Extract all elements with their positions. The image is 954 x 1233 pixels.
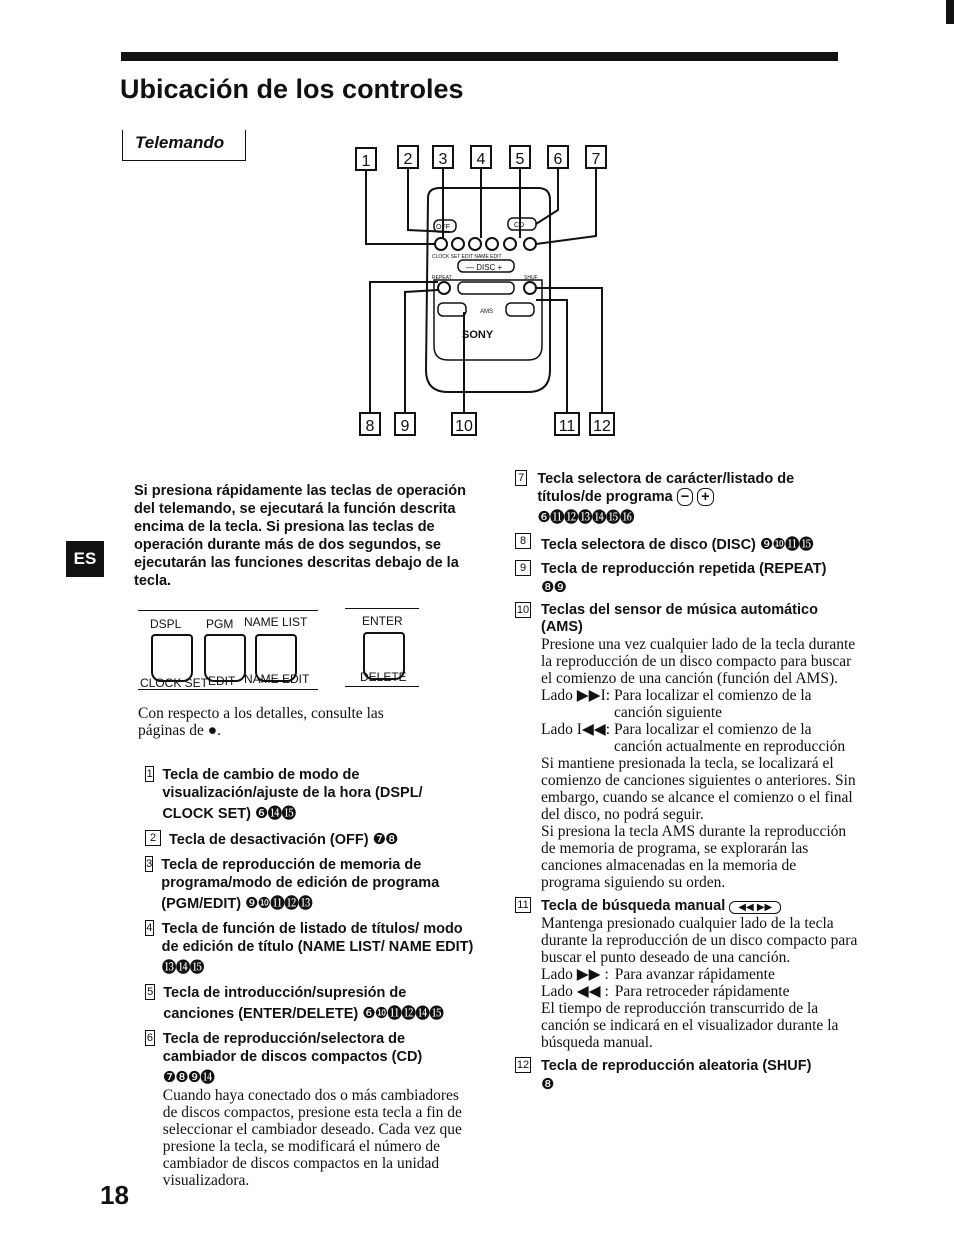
ams-sides <box>541 687 859 755</box>
ams-prev-text: Para localizar el comienzo de la canción actualmente en reproducción <box>614 721 846 755</box>
item-title: Tecla de reproducción aleatoria (SHUF) <box>541 1058 812 1074</box>
items-left <box>145 766 475 1189</box>
remote-disc-label: — DISC + <box>466 263 503 272</box>
section-label-box <box>122 130 246 161</box>
ams-prev-label: Lado I◀◀: <box>541 721 611 738</box>
key-diagram-rule-top <box>138 610 318 611</box>
item-number: 4 <box>146 922 153 934</box>
details-note: Con respecto a los detalles, consulte las páginas de ●. <box>138 705 384 739</box>
callout-6: 6 <box>553 151 563 168</box>
enter-rule-bottom <box>345 686 419 687</box>
callout-3: 3 <box>438 151 448 168</box>
key-label-enter: ENTER <box>362 614 403 628</box>
item-refs: ❽ <box>541 1075 554 1093</box>
items-right <box>515 470 860 1093</box>
remote-shuf-label: SHUF <box>524 275 538 281</box>
item-title: Tecla selectora de disco (DISC) <box>541 537 756 553</box>
item-refs: ❼❽❾⓮ <box>162 1068 215 1086</box>
callout-2: 2 <box>403 151 413 168</box>
item-title: Tecla de búsqueda manual <box>541 898 726 914</box>
item-7 <box>515 470 860 527</box>
item-body: Presione una vez cualquier lado de la tecla durante la reproducción de un disco compacto para buscar el comienzo de una canción (función del AMS). <box>541 636 856 687</box>
item-title: Tecla de reproducción repetida (REPEAT) <box>541 561 827 577</box>
item-refs: ⓭⓮⓯ <box>161 958 204 976</box>
item-refs: ❾❿⓫⓯ <box>759 535 813 553</box>
callout-10: 10 <box>455 418 473 435</box>
key-label-name-list: NAME LIST <box>244 615 308 629</box>
item-title: Tecla de función de listado de títulos/ modo de edición de título (NAME LIST/ NAME EDIT) <box>161 921 474 955</box>
dspl-key <box>151 634 193 682</box>
item-4 <box>145 920 475 977</box>
ams-hold-text: Si mantiene presionada la tecla, se localizará el comienzo de canciones siguientes o anteriores. Sin embargo, cuando se alcance el comienzo o el final del disco, no podrá seguir. <box>541 755 856 823</box>
item-11 <box>515 897 860 1051</box>
item-number: 2 <box>145 830 161 846</box>
page-edge-mark <box>946 0 954 24</box>
item-10 <box>515 602 860 891</box>
manual-ff-text: Para avanzar rápidamente <box>614 966 775 983</box>
item-refs: ❾❿⓫⓬⓭ <box>245 894 312 912</box>
item-number: 6 <box>146 1032 153 1044</box>
item-refs: ❻⓫⓬⓭⓮⓯⓰ <box>537 508 634 526</box>
key-label-dspl: DSPL <box>150 617 182 631</box>
manual-time-text: El tiempo de reproducción transcurrido de la canción se indicará en el visualizador durante la búsqueda manual. <box>541 1000 839 1051</box>
callout-12: 12 <box>593 418 611 435</box>
item-title: Tecla de reproducción/selectora de cambiador de discos compactos (CD) <box>162 1031 423 1065</box>
item-3 <box>145 856 475 913</box>
remote-cd-label: CD <box>514 222 525 229</box>
item-9 <box>515 560 860 596</box>
ams-next-label: Lado ▶▶I: <box>541 687 611 704</box>
item-number: 8 <box>515 533 531 549</box>
remote-brand-logo: SONY <box>462 329 494 341</box>
intro-text: Si presiona rápidamente las teclas de operación del telemando, se ejecutará la función descrita encima de la tecla. Si presiona las teclas de operación durante más de dos segundos, se ejecutarán las funciones descritas debajo de la tecla. <box>134 483 467 589</box>
remote-diagram <box>340 140 630 440</box>
item-title: Teclas del sensor de música automático (AMS) <box>541 602 818 635</box>
ams-next-text: Para localizar el comienzo de la canción siguiente <box>614 687 812 721</box>
item-body: Cuando haya conectado dos o más cambiadores de discos compactos, presione esta tecla a fin de seleccionar el cambiador deseado. Cada vez que presione la tecla, se modificará el número de cambiador de discos compactos en la unidad visualizadora. <box>162 1087 462 1189</box>
item-number: 10 <box>516 604 530 616</box>
remote-ams-label: AMS <box>480 309 494 315</box>
item-refs: ❻⓮⓯ <box>254 804 296 822</box>
item-number: 9 <box>515 560 531 576</box>
manual-rew-label: Lado ◀◀ : <box>541 983 609 1000</box>
item-1 <box>145 766 475 823</box>
item-title: Tecla de reproducción de memoria de programa/modo de edición de programa (PGM/EDIT) <box>161 857 440 912</box>
item-12 <box>515 1057 860 1093</box>
key-label-clock-set: CLOCK SET <box>140 676 209 690</box>
item-5 <box>145 984 475 1023</box>
language-tab: ES <box>66 541 104 577</box>
item-refs: ❻❿⓫⓬⓮⓯ <box>362 1004 444 1022</box>
key-label-edit: EDIT <box>208 674 236 688</box>
remote-small-labels: CLOCK SET EDIT NAME EDIT <box>432 254 502 260</box>
item-number: 7 <box>515 470 527 486</box>
page-title: Ubicación de los controles <box>120 74 464 104</box>
item-title: Tecla de cambio de modo de visualización/ajuste de la hora (DSPL/ CLOCK SET) <box>162 767 423 822</box>
search-key-icon: ◀◀ ▶▶ <box>729 901 781 914</box>
item-number: 1 <box>146 768 153 780</box>
callout-5: 5 <box>515 151 525 168</box>
item-title: Tecla de desactivación (OFF) <box>169 832 369 848</box>
minus-icon: − <box>677 488 693 506</box>
section-label: Telemando <box>135 133 225 152</box>
ams-pgm-text: Si presiona la tecla AMS durante la reproducción de memoria de programa, se explorarán las canciones almacenadas en la memoria de programa siguiendo su orden. <box>541 823 847 891</box>
callout-4: 4 <box>476 151 486 168</box>
remote-off-label: OFF <box>436 224 450 231</box>
plus-icon: + <box>697 488 713 506</box>
item-number: 12 <box>516 1059 530 1071</box>
item-body: Mantenga presionado cualquier lado de la tecla durante la reproducción de un disco compacto para buscar el punto deseado de una canción. <box>541 915 858 966</box>
item-title: Tecla selectora de carácter/listado de títulos/de programa <box>537 471 795 505</box>
item-number: 5 <box>145 984 155 1000</box>
item-6 <box>145 1030 475 1189</box>
manual-rew-text: Para retroceder rápidamente <box>614 983 790 1000</box>
item-number: 3 <box>146 858 153 870</box>
manual-ff-label: Lado ▶▶ : <box>541 966 609 983</box>
item-2 <box>145 830 475 849</box>
callout-8: 8 <box>365 418 375 435</box>
header-rule <box>121 52 838 61</box>
callout-11: 11 <box>558 418 576 435</box>
key-label-pgm: PGM <box>206 617 234 631</box>
callout-1: 1 <box>361 153 371 170</box>
page-number: 18 <box>100 1180 129 1210</box>
callout-7: 7 <box>591 151 601 168</box>
item-refs: ❽❾ <box>541 578 566 596</box>
manual-sides <box>541 966 789 1000</box>
item-number: 11 <box>515 897 531 913</box>
key-diagram-rule-bottom <box>138 689 318 690</box>
callout-9: 9 <box>400 418 410 435</box>
item-title: Tecla de introducción/supresión de canciones (ENTER/DELETE) <box>163 985 407 1022</box>
item-refs: ❼❽ <box>372 830 398 848</box>
key-label-delete: DELETE <box>360 670 407 684</box>
key-label-name-edit: NAME EDIT <box>244 672 310 686</box>
remote-repeat-label: REPEAT <box>432 275 452 281</box>
item-8 <box>515 533 860 554</box>
enter-rule-top <box>345 608 419 609</box>
